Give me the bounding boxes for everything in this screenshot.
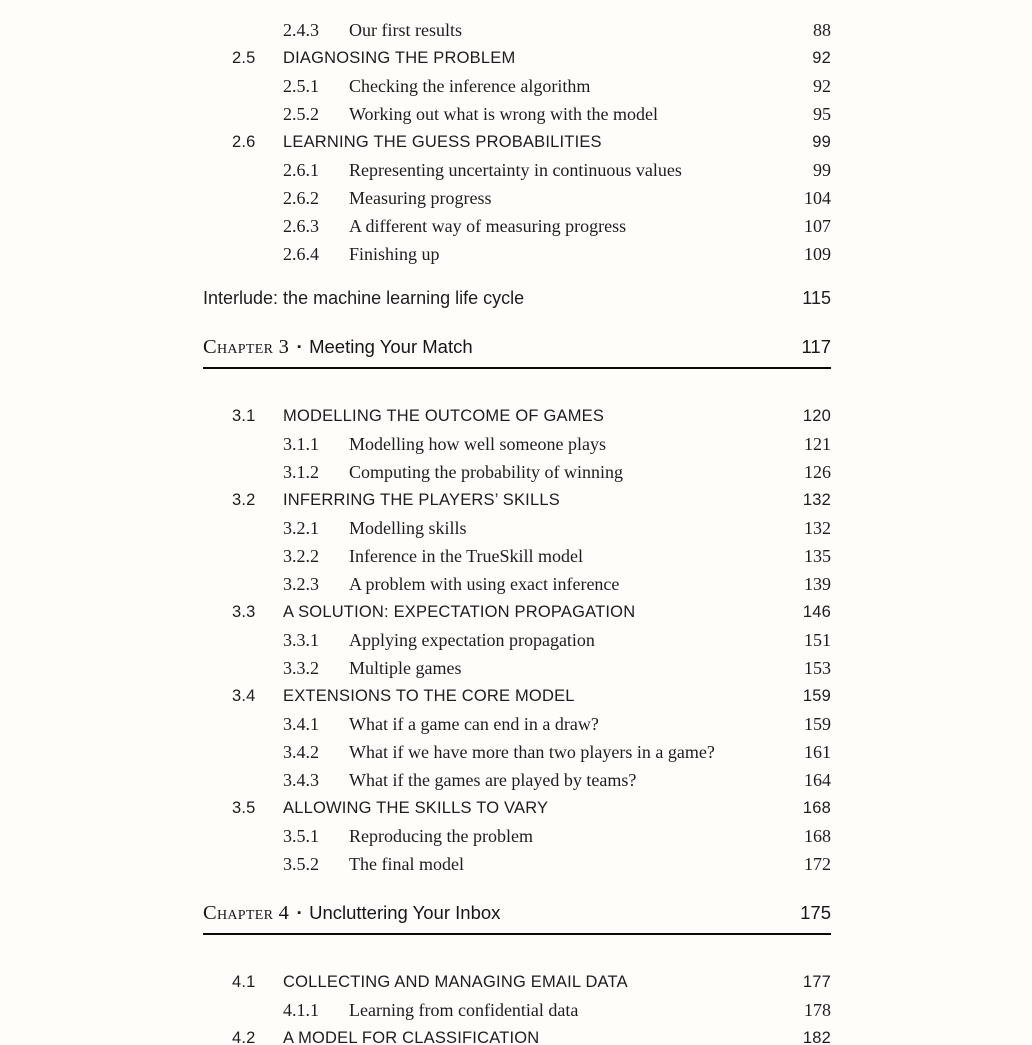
entry-number: 3.3.2 (283, 658, 319, 678)
toc-entry-row (203, 1024, 831, 1045)
entry-title: Inference in the TrueSkill model (349, 546, 583, 566)
entry-title: ALLOWING THE SKILLS TO VARY (283, 799, 549, 817)
entry-title: What if a game can end in a draw? (349, 714, 599, 734)
toc-entry-row (203, 766, 831, 794)
entry-number: 2.6.2 (283, 188, 319, 208)
entry-number: 2.6.3 (283, 216, 319, 236)
page-number: 99 (812, 133, 831, 151)
entry-title: LEARNING THE GUESS PROBABILITIES (283, 133, 602, 151)
chapter-heading-row (203, 332, 831, 369)
entry-number: 3.5.1 (283, 826, 319, 846)
entry-title: Computing the probability of winning (349, 462, 623, 482)
entry-number: 3.2.3 (283, 574, 319, 594)
toc-entry-row (203, 212, 831, 240)
interlude-title: Interlude: the machine learning life cycle (203, 288, 525, 308)
entry-title: Measuring progress (349, 188, 492, 208)
entry-title: DIAGNOSING THE PROBLEM (283, 49, 516, 67)
entry-number: 3.3.1 (283, 630, 319, 650)
entry-number: 3.1.1 (283, 434, 319, 454)
page-number: 146 (802, 603, 831, 621)
entry-title: EXTENSIONS TO THE CORE MODEL (283, 687, 575, 705)
page-number: 153 (804, 658, 831, 678)
toc-entry-row (203, 156, 831, 184)
toc-entry-row (203, 402, 831, 430)
toc-entry-row (203, 458, 831, 486)
entry-number: 3.1 (232, 407, 256, 425)
entry-title: Our first results (349, 20, 462, 40)
page-number: 120 (802, 407, 831, 425)
page-number: 159 (802, 687, 831, 705)
toc-entry-row (203, 128, 831, 156)
entry-title: A different way of measuring progress (349, 216, 627, 236)
toc-entry-row (203, 100, 831, 128)
entry-number: 3.3 (232, 603, 256, 621)
page-number: 95 (813, 104, 831, 124)
entry-title: The final model (349, 854, 464, 874)
entry-number: 3.2.1 (283, 518, 319, 538)
page-number: 177 (802, 973, 831, 991)
entry-number: 2.5 (232, 49, 256, 67)
entry-title: Modelling how well someone plays (349, 434, 606, 454)
page-number: 164 (804, 770, 831, 790)
page-number: 178 (804, 1000, 831, 1020)
entry-title: INFERRING THE PLAYERS’ SKILLS (283, 491, 560, 509)
toc-entry-row (203, 968, 831, 996)
toc-entry-row (203, 996, 831, 1024)
toc-entry-row (203, 44, 831, 72)
entry-number: 4.2 (232, 1029, 256, 1045)
page-number: 159 (804, 714, 831, 734)
toc-entry-row (203, 682, 831, 710)
entry-number: 3.4.1 (283, 714, 319, 734)
entry-number: 3.2 (232, 491, 256, 509)
page-number: 88 (813, 20, 831, 40)
page-number: 168 (804, 826, 831, 846)
page-number: 168 (802, 799, 831, 817)
entry-title: Working out what is wrong with the model (349, 104, 659, 124)
page-number: 121 (804, 434, 831, 454)
entry-title: Multiple games (349, 658, 462, 678)
page-number: 126 (804, 462, 831, 482)
toc-entry-row (203, 626, 831, 654)
entry-title: A MODEL FOR CLASSIFICATION (283, 1029, 540, 1045)
entry-title: A problem with using exact inference (349, 574, 620, 594)
entry-number: 2.4.3 (283, 20, 319, 40)
toc-entry-row (203, 654, 831, 682)
entry-title: A SOLUTION: EXPECTATION PROPAGATION (283, 603, 636, 621)
chapter-heading-row (203, 898, 831, 935)
toc-entry-row (203, 570, 831, 598)
chapter-title: Meeting Your Match (309, 336, 473, 357)
toc-entry-row (203, 16, 831, 44)
page-number: 161 (804, 742, 831, 762)
entry-number: 3.1.2 (283, 462, 319, 482)
entry-number: 2.5.1 (283, 76, 319, 96)
entry-title: What if the games are played by teams? (349, 770, 637, 790)
page-number: 107 (804, 216, 831, 236)
page-number: 115 (802, 288, 831, 308)
page-number: 172 (804, 854, 831, 874)
page-number: 151 (804, 630, 831, 650)
entry-number: 4.1 (232, 973, 256, 991)
square-bullet-icon: ▪ (297, 341, 302, 353)
toc-entry-row (203, 430, 831, 458)
entry-number: 3.5.2 (283, 854, 319, 874)
page-number: 92 (812, 49, 831, 67)
chapter-label: Chapter 3 (203, 336, 290, 358)
toc-entry-row (203, 486, 831, 514)
toc-entry-row (203, 822, 831, 850)
toc-entry-row (203, 184, 831, 212)
toc-entry-row (203, 738, 831, 766)
entry-title: Finishing up (349, 244, 440, 264)
chapter-label: Chapter 4 (203, 902, 290, 924)
page-number: 99 (813, 160, 831, 180)
entry-number: 2.6 (232, 133, 256, 151)
chapter-page-number: 175 (800, 902, 831, 923)
entry-title: COLLECTING AND MANAGING EMAIL DATA (283, 973, 628, 991)
entry-number: 3.5 (232, 799, 256, 817)
toc-entry-row (203, 710, 831, 738)
toc-entry-row (203, 542, 831, 570)
chapter-page-number: 117 (801, 336, 831, 357)
page-number: 109 (804, 244, 831, 264)
entry-title: Representing uncertainty in continuous values (349, 160, 682, 180)
toc-list (203, 16, 831, 1045)
page-number: 92 (813, 76, 831, 96)
toc-entry-row (203, 240, 831, 268)
entry-title: Learning from confidential data (349, 1000, 579, 1020)
page-number: 139 (804, 574, 831, 594)
entry-number: 3.2.2 (283, 546, 319, 566)
page-number: 132 (802, 491, 831, 509)
entry-number: 4.1.1 (283, 1000, 319, 1020)
page-number: 104 (804, 188, 831, 208)
entry-number: 2.6.4 (283, 244, 319, 264)
entry-number: 3.4.2 (283, 742, 319, 762)
entry-number: 3.4 (232, 687, 256, 705)
page-number: 135 (804, 546, 831, 566)
interlude-row (203, 284, 831, 312)
entry-title: Applying expectation propagation (349, 630, 595, 650)
entry-number: 2.5.2 (283, 104, 319, 124)
toc-entry-row (203, 514, 831, 542)
entry-title: Modelling skills (349, 518, 467, 538)
toc-entry-row (203, 850, 831, 878)
toc-entry-row (203, 72, 831, 100)
entry-number: 2.6.1 (283, 160, 319, 180)
toc-entry-row (203, 794, 831, 822)
entry-title: What if we have more than two players in a game? (349, 742, 715, 762)
entry-number: 3.4.3 (283, 770, 319, 790)
page-number: 182 (802, 1029, 831, 1045)
toc-entry-row (203, 598, 831, 626)
page-number: 132 (804, 518, 831, 538)
entry-title: Checking the inference algorithm (349, 76, 591, 96)
chapter-title: Uncluttering Your Inbox (309, 902, 501, 923)
entry-title: MODELLING THE OUTCOME OF GAMES (283, 407, 605, 425)
entry-title: Reproducing the problem (349, 826, 533, 846)
square-bullet-icon: ▪ (297, 907, 302, 919)
